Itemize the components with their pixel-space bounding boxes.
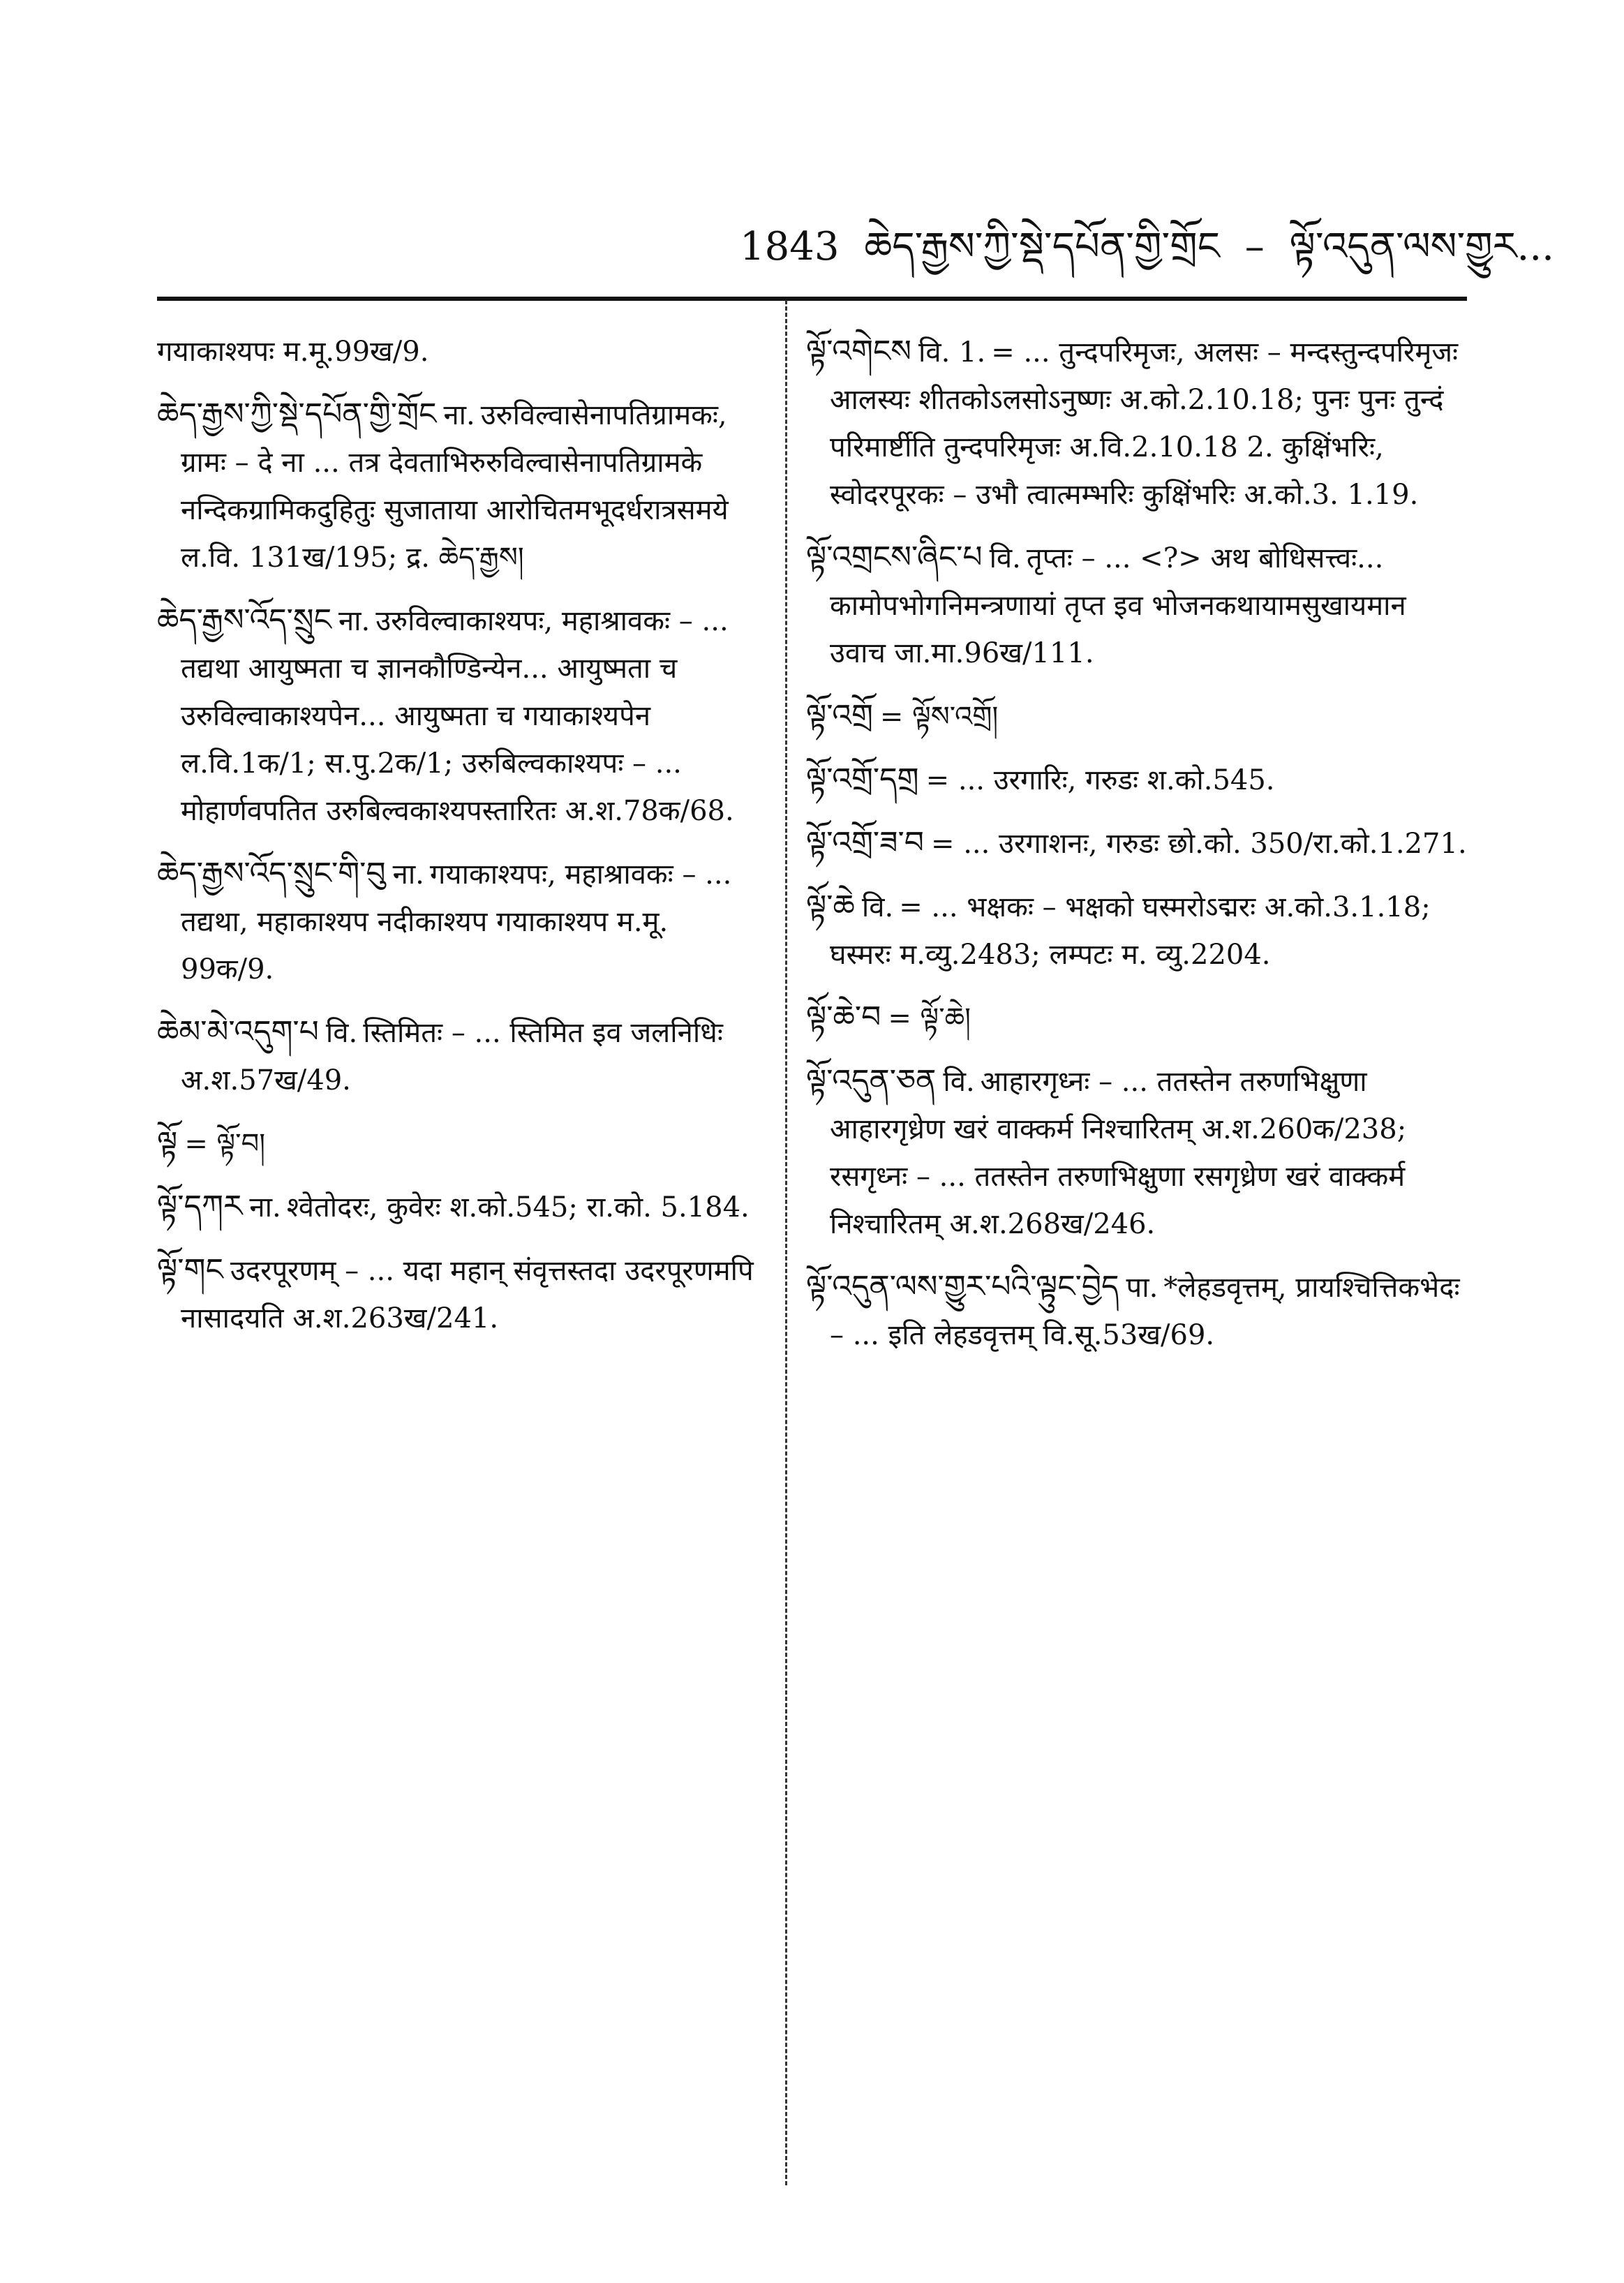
grammar-tag: ना. (249, 1191, 281, 1224)
definition: गयाकाश्यपः, महाश्रावकः – ... तद्यथा, महाकाश्यप नदीकाश्यप गयाकाश्यप म.मू. 99क/9. (181, 858, 732, 986)
first-word: ཆེད་རྒྱས་ཀྱི་སྡེ་དཔོན་གྱི་གྲོང (864, 224, 1220, 269)
dictionary-entry (806, 819, 1469, 868)
right-column (806, 328, 1469, 2185)
definition: स्तिमितः – ... स्तिमित इव जलनिधिः अ.श.57ख/49. (181, 1017, 723, 1096)
grammar-tag: वि. (861, 891, 894, 923)
definition: आहारगृध्नः – ... ततस्तेन तरुणभिक्षुणा आहारगृध्रेण खरं वाक्कर्म निश्चारितम् अ.श.260क/238; रसगृध्नः – ... ततस्तेन तरुणभिक्षुणा रसगृध्रेण खरं वाक्कर्म निश्चारितम् अ.श.268ख/246. (830, 1066, 1407, 1240)
grammar-tag: वि. (989, 542, 1021, 574)
dictionary-entry (806, 328, 1469, 519)
headword: ཆེམ་མེ་འདུག་པ (157, 1014, 319, 1050)
definition: = ལྟོ་ཆེ། (888, 1002, 971, 1034)
definition: *लेहडवृत्तम्, प्रायश्चित्तिकभेदः – ... इति लेहडवृत्तम् वि.सू.53ख/69. (830, 1272, 1460, 1351)
last-word: ལྟོ་འདུན་ལས་གྱུར... (1289, 224, 1554, 269)
headword: ལྟོ་འདུན་ལས་གྱུར་པའི་ལྟུང་བྱེད (806, 1269, 1119, 1304)
dictionary-entry (806, 692, 1469, 741)
definition: = ལྟོ་བ། (184, 1128, 266, 1160)
definition: उरुविल्वासेनापतिग्रामकः, ग्रामः – दे ना ... तत्र देवताभिरुरुविल्वासेनापतिग्रामके नन्दिकग्रामिकदुहितुः सुजाताया आरोचितमभूदर्धरात्रसमये ल.वि. 131ख/195; द्र. ཆེད་རྒྱས། (181, 399, 729, 574)
headword: ལྟོ་འགྲོ་ཟ་བ (806, 825, 924, 861)
headword: ལྟོ་འགེངས (806, 334, 912, 369)
dictionary-entry (157, 1009, 764, 1104)
dictionary-entry (806, 1263, 1469, 1359)
column-divider (785, 300, 787, 2185)
definition: = ... उरगारिः, गरुडः श.को.545. (925, 764, 1275, 796)
headword: ལྟོ་འགྲོ་དགྲ (806, 761, 919, 797)
headword: ལྟོ་དཀར (157, 1189, 243, 1224)
grammar-tag: ना. (338, 605, 371, 637)
headword: ལྟོ་འགྲངས་ཞིང་པ (806, 540, 983, 575)
dictionary-entry (806, 1057, 1469, 1248)
grammar-tag: वि. (325, 1017, 358, 1049)
dictionary-entry (806, 994, 1469, 1042)
definition: गयाकाश्यपः म.मू.99ख/9. (157, 336, 429, 368)
definition: उरुविल्वाकाश्यपः, महाश्रावकः – ... तद्यथा आयुष्मता च ज्ञानकौण्डिन्येन... आयुष्मता च उरुविल्वाकाश्यपेन... आयुष्मता च गयाकाश्यपेन ल.वि.1क/1; स.पु.2क/1; उरुबिल्वकाश्यपः – ... मोहार्णवपतित उरुबिल्वकाश्यपस्तारितः अ.श.78क/68. (181, 605, 734, 827)
dictionary-entry (157, 850, 764, 993)
left-column (157, 328, 764, 2185)
definition: = ... भक्षकः – भक्षको घस्मरोऽद्मरः अ.को.3.1.18; घस्मरः म.व्यु.2483; लम्पटः म. व्यु.2204. (830, 891, 1431, 971)
dictionary-entry (157, 1183, 764, 1231)
dictionary-entry (157, 1120, 764, 1168)
definition: = ... तुन्दपरिमृजः, अलसः – मन्दस्तुन्दपरिमृजः आलस्यः शीतकोऽलसोऽनुष्णः अ.को.2.10.18; पुनः पुनः तुन्दं परिमार्ष्टीति तुन्दपरिमृजः अ.वि.2.10.18 2. कुक्षिंभरिः, स्वोदरपूरकः – उभौ त्वात्मम्भरिः कुक्षिंभरिः अ.को.3. 1.19. (830, 336, 1459, 511)
page-number: 1843 (740, 224, 840, 269)
definition: = ལྟོས་འགྲོ། (879, 701, 999, 733)
grammar-tag: वि. 1. (918, 336, 986, 369)
headword: ཆེད་རྒྱས་འོད་སྲུང (157, 602, 331, 638)
definition: श्वेतोदरः, कुवेरः श.को.545; रा.को. 5.184. (286, 1191, 750, 1224)
dictionary-entry (806, 534, 1469, 677)
dictionary-entry (806, 756, 1469, 804)
grammar-tag: पा. (1126, 1272, 1159, 1304)
definition: उदरपूरणम् – ... यदा महान् संवृत्तस्तदा उदरपूरणमपि नासादयति अ.श.263ख/241. (181, 1255, 754, 1334)
headword: ལྟོ་འདུན་ཅན (806, 1063, 937, 1099)
headword: ལྟོ (157, 1125, 178, 1161)
headword: ཆེད་རྒྱས་འོད་སྲུང་གི་བུ (157, 856, 386, 891)
definition: = ... उरगाशनः, गरुडः छो.को. 350/रा.को.1.271. (930, 828, 1467, 860)
headword: ལྟོ་གང (157, 1252, 223, 1288)
headword: ཆེད་རྒྱས་ཀྱི་སྡེ་དཔོན་གྱི་གྲོང (157, 396, 437, 432)
dictionary-entry (806, 883, 1469, 979)
grammar-tag: ना. (443, 399, 475, 431)
headword: ལྟོ་འགྲོ (806, 698, 873, 734)
dictionary-entry (157, 391, 764, 581)
dictionary-entry (157, 328, 764, 375)
headword: ལྟོ་ཆེ (806, 888, 855, 924)
grammar-tag: वि. (943, 1066, 975, 1098)
dictionary-entry (157, 597, 764, 835)
definition: तृप्तः – ... <?> अथ बोधिसत्त्वः... कामोपभोगनिमन्त्रणायां तृप्त इव भोजनकथायामसुखायमान उवाच जा.मा.96ख/111. (830, 542, 1406, 669)
header-rule (157, 297, 1467, 301)
headword: ལྟོ་ཆེ་བ (806, 999, 881, 1035)
dictionary-entry (157, 1247, 764, 1342)
dash: – (1244, 224, 1265, 269)
grammar-tag: ना. (392, 858, 424, 891)
